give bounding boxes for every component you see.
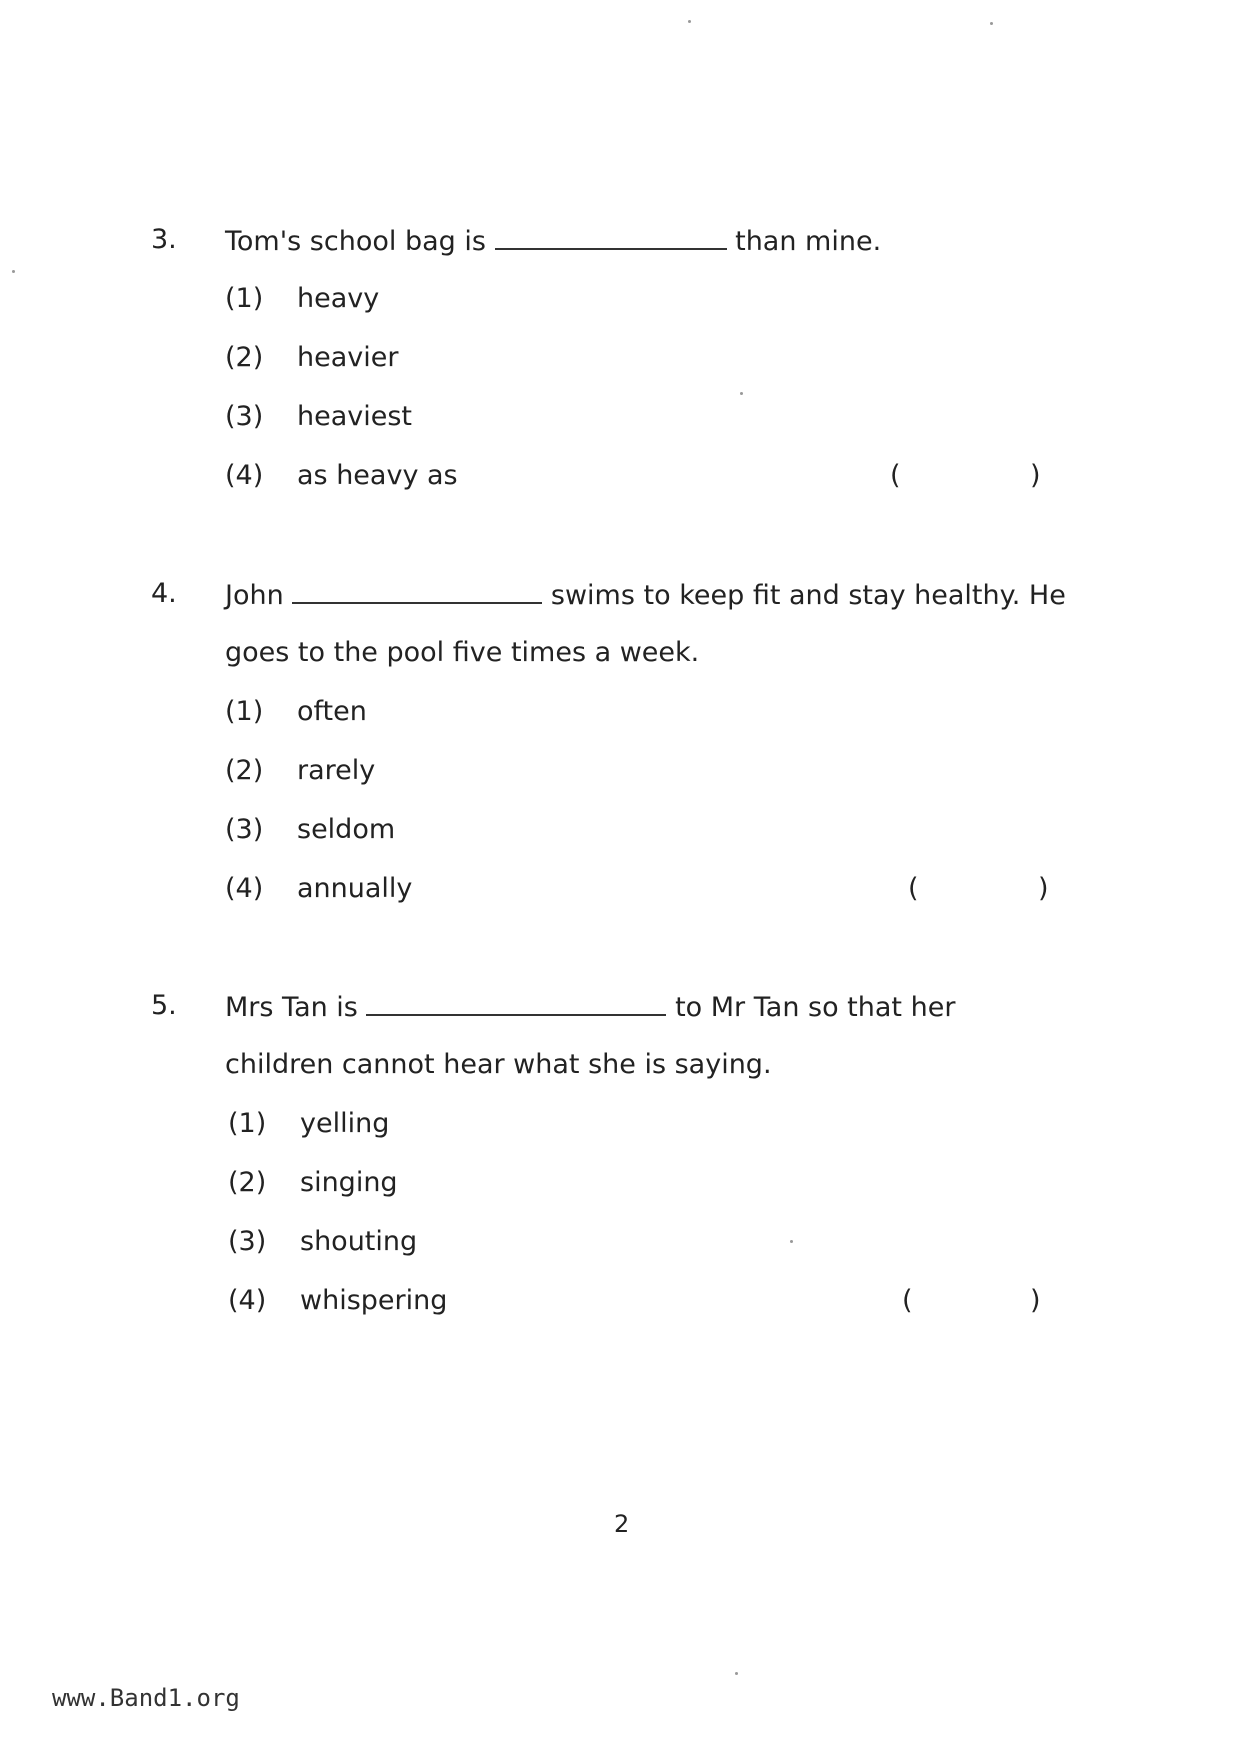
option-label: (4): [225, 873, 264, 904]
option-text: heavy: [297, 283, 380, 314]
answer-bracket-close: ): [1030, 460, 1041, 491]
scan-speck: [12, 270, 15, 273]
answer-blank[interactable]: [292, 578, 542, 604]
stem-text-after: to Mr Tan so that her: [675, 992, 956, 1023]
question-stem: [225, 224, 881, 257]
answer-bracket-close: ): [1038, 873, 1049, 904]
scan-speck: [688, 20, 691, 23]
question-stem: [225, 990, 955, 1023]
option-text: yelling: [300, 1108, 390, 1139]
option-text: rarely: [297, 755, 376, 786]
option-label: (4): [228, 1285, 267, 1316]
option-label: (1): [225, 696, 264, 727]
answer-bracket-close: ): [1030, 1285, 1041, 1316]
scan-speck: [740, 392, 743, 395]
question-stem: [225, 578, 1066, 611]
stem-text-after: than mine.: [735, 226, 882, 257]
scan-speck: [790, 1240, 793, 1243]
answer-bracket-open: (: [890, 460, 901, 491]
option-label: (3): [225, 814, 264, 845]
question-stem-line-2: children cannot hear what she is saying.: [225, 1049, 772, 1080]
option-label: (2): [225, 755, 264, 786]
question-number: 5.: [151, 990, 177, 1021]
answer-bracket-open: (: [902, 1285, 913, 1316]
option-label: (2): [228, 1167, 267, 1198]
stem-text-after: swims to keep fit and stay healthy. He: [550, 580, 1066, 611]
page-number: 2: [614, 1510, 630, 1538]
answer-bracket-open: (: [908, 873, 919, 904]
answer-blank[interactable]: [495, 224, 727, 250]
option-text: heaviest: [297, 401, 413, 432]
stem-text-before: John: [225, 580, 284, 611]
stem-text-before: Mrs Tan is: [225, 992, 358, 1023]
footer-url: www.Band1.org: [52, 1684, 240, 1712]
question-stem-line-2: goes to the pool five times a week.: [225, 637, 700, 668]
option-text: whispering: [300, 1285, 448, 1316]
option-text: seldom: [297, 814, 396, 845]
option-text: shouting: [300, 1226, 418, 1257]
option-text: often: [297, 696, 367, 727]
option-label: (4): [225, 460, 264, 491]
option-text: heavier: [297, 342, 399, 373]
option-text: singing: [300, 1167, 398, 1198]
option-label: (1): [228, 1108, 267, 1139]
question-number: 4.: [151, 578, 177, 609]
option-label: (2): [225, 342, 264, 373]
option-text: as heavy as: [297, 460, 458, 491]
option-text: annually: [297, 873, 413, 904]
scan-speck: [990, 22, 993, 25]
option-label: (3): [228, 1226, 267, 1257]
stem-text-before: Tom's school bag is: [225, 226, 486, 257]
option-label: (3): [225, 401, 264, 432]
answer-blank[interactable]: [366, 990, 666, 1016]
scan-speck: [735, 1672, 738, 1675]
question-number: 3.: [151, 224, 177, 255]
option-label: (1): [225, 283, 264, 314]
